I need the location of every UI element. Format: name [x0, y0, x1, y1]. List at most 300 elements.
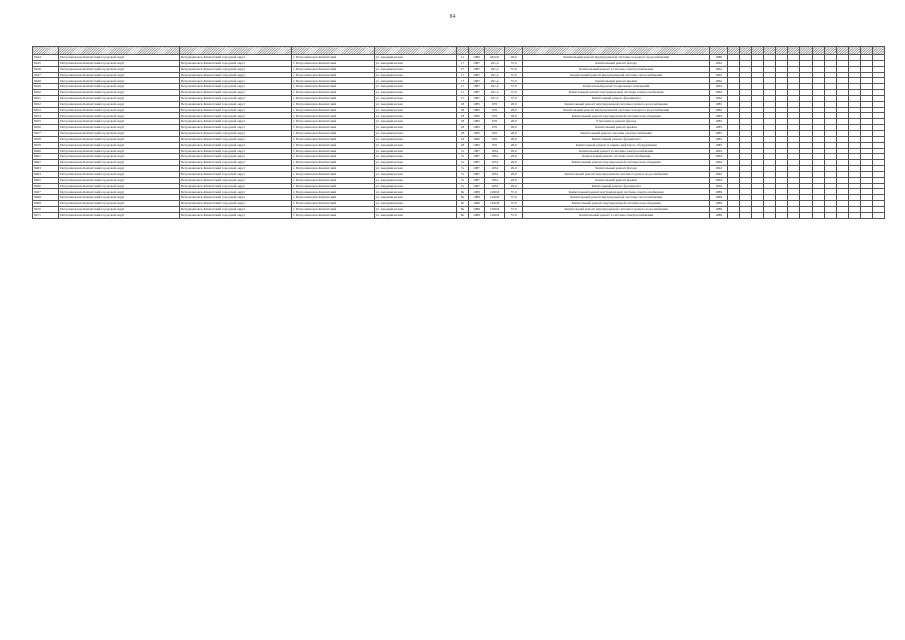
cell-id: 8466 [33, 183, 59, 189]
cell-s: 1260,8 [485, 206, 505, 212]
cell-d: ул. Академическая [374, 66, 456, 72]
cell-a: Петропавловск-Камчатский городской округ [59, 177, 180, 183]
cell-c: г. Петропавловск-Камчатский [292, 113, 374, 119]
cell-y: 1987 [468, 177, 484, 183]
cell-c: г. Петропавловск-Камчатский [292, 136, 374, 142]
cell-v: 29,0 [505, 154, 523, 160]
cell-d: ул. Академическая [374, 183, 456, 189]
cell-y: 1985 [468, 101, 484, 107]
cell-d: ул. Академическая [374, 95, 456, 101]
cell-y: 1985 [468, 130, 484, 136]
cell-h: 18 [456, 101, 468, 107]
cell-d: ул. Академическая [374, 189, 456, 195]
cell-h: 18 [456, 107, 468, 113]
cell-a: Петропавловск-Камчатский городской округ [59, 171, 180, 177]
cell-p: 1962 [710, 72, 728, 78]
cell-w: Капитальный ремонт подвальных помещений [523, 84, 710, 90]
cell-v: 28,0 [505, 125, 523, 131]
cell-b: Петропавловск-Камчатский городской округ [179, 90, 292, 96]
cell-w: Капитальный ремонт фундамента [523, 136, 710, 142]
cell-w: Капитальный ремонт в системы электроснабжения [523, 148, 710, 154]
cell-w: Капитальный ремонт внутридомовой системы водоотведения [523, 201, 710, 207]
header-cell [872, 47, 884, 55]
cell-a: Петропавловск-Камчатский городской округ [59, 166, 180, 172]
cell-c: г. Петропавловск-Камчатский [292, 154, 374, 160]
cell-a: Петропавловск-Камчатский городской округ [59, 84, 180, 90]
cell-p: 1985 [710, 101, 728, 107]
cell-d: ул. Академическая [374, 142, 456, 148]
cell-a: Петропавловск-Камчатский городской округ [59, 148, 180, 154]
mark-cell [764, 212, 776, 218]
header-cell [468, 47, 484, 55]
cell-b: Петропавловск-Камчатский городской округ [179, 101, 292, 107]
header-cell [456, 47, 468, 55]
cell-w: Капитальный ремонт внутридомовой системы электроснабжения [523, 189, 710, 195]
cell-p: 1962 [710, 95, 728, 101]
cell-p: 1962 [710, 78, 728, 84]
cell-id: 8446 [33, 66, 59, 72]
cell-h: 7а [456, 160, 468, 166]
header-cell [764, 47, 776, 55]
cell-v: 37,0 [505, 195, 523, 201]
cell-b: Петропавловск-Камчатский городской округ [179, 72, 292, 78]
cell-d: ул. Академическая [374, 107, 456, 113]
cell-p: 1992 [710, 154, 728, 160]
cell-a: Петропавловск-Камчатский городской округ [59, 201, 180, 207]
cell-y: 1987 [468, 166, 484, 172]
cell-d: ул. Академическая [374, 113, 456, 119]
cell-id: 8471 [33, 212, 59, 218]
cell-c: г. Петропавловск-Камчатский [292, 84, 374, 90]
cell-b: Петропавловск-Камчатский городской округ [179, 113, 292, 119]
mark-cell [848, 212, 860, 218]
cell-b: Петропавловск-Камчатский городской округ [179, 55, 292, 61]
cell-b: Петропавловск-Камчатский городской округ [179, 154, 292, 160]
cell-p: 1992 [710, 166, 728, 172]
cell-d: ул. Академическая [374, 136, 456, 142]
cell-v: 29,0 [505, 183, 523, 189]
header-cell [848, 47, 860, 55]
cell-y: 1987 [468, 78, 484, 84]
cell-d: ул. Академическая [374, 201, 456, 207]
cell-b: Петропавловск-Камчатский городской округ [179, 206, 292, 212]
cell-p: 1985 [710, 142, 728, 148]
cell-h: 18 [456, 113, 468, 119]
cell-w: Капитальный ремонт внутридомовой системы водоотведения [523, 113, 710, 119]
cell-d: ул. Академическая [374, 177, 456, 183]
cell-s: 670 [485, 107, 505, 113]
cell-c: г. Петропавловск-Камчатский [292, 212, 374, 218]
cell-y: 1989 [468, 201, 484, 207]
cell-y: 1987 [468, 72, 484, 78]
register-table [32, 46, 885, 219]
cell-id: 8445 [33, 60, 59, 66]
cell-v: 37,0 [505, 189, 523, 195]
cell-v: 28,0 [505, 101, 523, 107]
cell-d: ул. Академическая [374, 171, 456, 177]
cell-b: Петропавловск-Камчатский городской округ [179, 66, 292, 72]
cell-w: Утепление и ремонт фасада [523, 119, 710, 125]
cell-d: ул. Академическая [374, 101, 456, 107]
cell-w: Капитальный ремонт в системы электроснабжения [523, 212, 710, 218]
cell-v: 29,0 [505, 171, 523, 177]
cell-h: 11 [456, 55, 468, 61]
header-cell [33, 47, 59, 55]
cell-b: Петропавловск-Камчатский городской округ [179, 142, 292, 148]
cell-s: 291,4 [485, 95, 505, 101]
cell-w: Капитальный ремонт внутридомовой системы горячего водоснабжения [523, 171, 710, 177]
cell-y: 1985 [468, 119, 484, 125]
cell-p: 1962 [710, 90, 728, 96]
cell-s: 291,4 [485, 66, 505, 72]
cell-v: 28,0 [505, 107, 523, 113]
cell-id: 8450 [33, 90, 59, 96]
cell-d: ул. Академическая [374, 160, 456, 166]
cell-id: 8452 [33, 101, 59, 107]
cell-p: 1985 [710, 113, 728, 119]
cell-c: г. Петропавловск-Камчатский [292, 78, 374, 84]
header-cell [836, 47, 848, 55]
cell-h: 7а [456, 148, 468, 154]
mark-cell [740, 212, 752, 218]
cell-b: Петропавловск-Камчатский городской округ [179, 195, 292, 201]
cell-y: 1980 [468, 55, 484, 61]
cell-h: 8а [456, 201, 468, 207]
cell-p: 1985 [710, 136, 728, 142]
cell-y: 1985 [468, 136, 484, 142]
cell-h: 7а [456, 183, 468, 189]
cell-h: 17 [456, 66, 468, 72]
cell-a: Петропавловск-Камчатский городской округ [59, 189, 180, 195]
cell-w: Капитальный ремонт крыши [523, 78, 710, 84]
cell-v: 37,0 [505, 90, 523, 96]
cell-d: ул. Академическая [374, 166, 456, 172]
cell-a: Петропавловск-Камчатский городской округ [59, 130, 180, 136]
cell-c: г. Петропавловск-Камчатский [292, 55, 374, 61]
cell-w: Капитальный ремонт внутридомовой системы холодного водоснабжения [523, 107, 710, 113]
cell-y: 1989 [468, 212, 484, 218]
register-sheet [32, 46, 885, 219]
cell-w: Капитальный ремонт и замена лифтового оборудования [523, 142, 710, 148]
cell-s: 1260,8 [485, 189, 505, 195]
table-header-row [33, 47, 885, 55]
cell-b: Петропавловск-Камчатский городской округ [179, 189, 292, 195]
cell-d: ул. Академическая [374, 130, 456, 136]
header-cell [485, 47, 505, 55]
cell-id: 8461 [33, 154, 59, 160]
cell-p: 1985 [710, 125, 728, 131]
cell-id: 8460 [33, 148, 59, 154]
cell-w: Капитальный ремонт фасада [523, 60, 710, 66]
cell-v: 28,0 [505, 130, 523, 136]
header-cell [812, 47, 824, 55]
mark-cell [872, 212, 884, 218]
cell-id: 8447 [33, 72, 59, 78]
cell-a: Петропавловск-Камчатский городской округ [59, 101, 180, 107]
cell-id: 8459 [33, 142, 59, 148]
cell-s: 1054 [485, 166, 505, 172]
cell-d: ул. Академическая [374, 78, 456, 84]
cell-s: 1260,8 [485, 195, 505, 201]
header-cell [728, 47, 740, 55]
cell-c: г. Петропавловск-Камчатский [292, 183, 374, 189]
cell-h: 18 [456, 125, 468, 131]
mark-cell [776, 212, 788, 218]
cell-h: 17 [456, 78, 468, 84]
cell-y: 1987 [468, 171, 484, 177]
mark-cell [800, 212, 812, 218]
cell-s: 1260,8 [485, 212, 505, 218]
cell-s: 291,4 [485, 78, 505, 84]
cell-d: ул. Академическая [374, 90, 456, 96]
cell-s: 291,4 [485, 72, 505, 78]
cell-s: 670 [485, 113, 505, 119]
cell-c: г. Петропавловск-Камчатский [292, 148, 374, 154]
cell-y: 1989 [468, 195, 484, 201]
cell-v: 37,0 [505, 72, 523, 78]
cell-w: Капитальный ремонт внутридомовой системы горячего водоснабжения [523, 101, 710, 107]
cell-h: 8а [456, 206, 468, 212]
cell-b: Петропавловск-Камчатский городской округ [179, 171, 292, 177]
cell-w: Капитальный ремонт в системы электроснабжения [523, 66, 710, 72]
cell-p: 1989 [710, 201, 728, 207]
cell-a: Петропавловск-Камчатский городской округ [59, 107, 180, 113]
cell-c: г. Петропавловск-Камчатский [292, 142, 374, 148]
cell-id: 8458 [33, 136, 59, 142]
cell-c: г. Петропавловск-Камчатский [292, 201, 374, 207]
cell-a: Петропавловск-Камчатский городской округ [59, 60, 180, 66]
cell-p: 1985 [710, 107, 728, 113]
cell-b: Петропавловск-Камчатский городской округ [179, 136, 292, 142]
cell-y: 1985 [468, 113, 484, 119]
header-cell [523, 47, 710, 55]
cell-v: 29,0 [505, 166, 523, 172]
cell-a: Петропавловск-Камчатский городской округ [59, 90, 180, 96]
cell-c: г. Петропавловск-Камчатский [292, 177, 374, 183]
cell-b: Петропавловск-Камчатский городской округ [179, 95, 292, 101]
cell-d: ул. Академическая [374, 55, 456, 61]
cell-b: Петропавловск-Камчатский городской округ [179, 60, 292, 66]
cell-v: 37,0 [505, 95, 523, 101]
cell-d: ул. Академическая [374, 84, 456, 90]
table-body [33, 55, 885, 219]
cell-s: 670 [485, 101, 505, 107]
cell-p: 1985 [710, 119, 728, 125]
cell-y: 1987 [468, 84, 484, 90]
cell-c: г. Петропавловск-Камчатский [292, 125, 374, 131]
cell-h: 18 [456, 142, 468, 148]
cell-id: 8467 [33, 189, 59, 195]
cell-h: 18 [456, 130, 468, 136]
cell-b: Петропавловск-Камчатский городской округ [179, 125, 292, 131]
cell-v: 29,0 [505, 160, 523, 166]
cell-y: 1985 [468, 142, 484, 148]
header-cell [292, 47, 374, 55]
mark-cell [728, 212, 740, 218]
cell-p: 1989 [710, 212, 728, 218]
cell-p: 1962 [710, 66, 728, 72]
cell-s: 670 [485, 136, 505, 142]
cell-a: Петропавловск-Камчатский городской округ [59, 125, 180, 131]
cell-s: 670 [485, 130, 505, 136]
cell-c: г. Петропавловск-Камчатский [292, 119, 374, 125]
cell-id: 8462 [33, 160, 59, 166]
cell-id: 8455 [33, 119, 59, 125]
cell-id: 8444 [33, 55, 59, 61]
cell-s: 1260,8 [485, 201, 505, 207]
cell-p: 1992 [710, 183, 728, 189]
header-cell [740, 47, 752, 55]
page-number: 84 [449, 14, 456, 20]
cell-h: 17 [456, 60, 468, 66]
table-row [33, 212, 885, 218]
cell-s: 1054 [485, 160, 505, 166]
cell-a: Петропавловск-Камчатский городской округ [59, 95, 180, 101]
cell-id: 8451 [33, 95, 59, 101]
cell-p: 1992 [710, 177, 728, 183]
cell-h: 17 [456, 95, 468, 101]
cell-p: 1989 [710, 189, 728, 195]
cell-c: г. Петропавловск-Камчатский [292, 189, 374, 195]
mark-cell [824, 212, 836, 218]
cell-p: 1989 [710, 206, 728, 212]
cell-y: 1987 [468, 183, 484, 189]
cell-h: 7а [456, 166, 468, 172]
cell-d: ул. Академическая [374, 72, 456, 78]
header-cell [788, 47, 800, 55]
cell-a: Петропавловск-Камчатский городской округ [59, 212, 180, 218]
cell-s: 1054 [485, 154, 505, 160]
cell-id: 8469 [33, 201, 59, 207]
cell-a: Петропавловск-Камчатский городской округ [59, 183, 180, 189]
cell-b: Петропавловск-Камчатский городской округ [179, 119, 292, 125]
cell-c: г. Петропавловск-Камчатский [292, 95, 374, 101]
cell-h: 17 [456, 72, 468, 78]
cell-p: 1962 [710, 84, 728, 90]
cell-w: Капитальный ремонт системы теплоснабжения [523, 154, 710, 160]
cell-c: г. Петропавловск-Камчатский [292, 60, 374, 66]
cell-y: 1987 [468, 148, 484, 154]
cell-h: 17 [456, 84, 468, 90]
mark-cell [836, 212, 848, 218]
cell-id: 8448 [33, 78, 59, 84]
cell-s: 1054 [485, 183, 505, 189]
cell-c: г. Петропавловск-Камчатский [292, 130, 374, 136]
cell-d: ул. Академическая [374, 125, 456, 131]
cell-h: 18 [456, 136, 468, 142]
cell-id: 8449 [33, 84, 59, 90]
cell-w: Капитальный ремонт системы электроснабжения [523, 130, 710, 136]
cell-v: 28,0 [505, 136, 523, 142]
cell-s: 670 [485, 119, 505, 125]
cell-s: 1054 [485, 171, 505, 177]
cell-v: 29,0 [505, 148, 523, 154]
cell-a: Петропавловск-Камчатский городской округ [59, 113, 180, 119]
cell-s: 670 [485, 142, 505, 148]
cell-b: Петропавловск-Камчатский городской округ [179, 201, 292, 207]
cell-a: Петропавловск-Камчатский городской округ [59, 206, 180, 212]
cell-id: 8456 [33, 125, 59, 131]
cell-s: 291,4 [485, 60, 505, 66]
cell-p: 1962 [710, 60, 728, 66]
cell-s: 1054 [485, 177, 505, 183]
cell-a: Петропавловск-Камчатский городской округ [59, 119, 180, 125]
cell-c: г. Петропавловск-Камчатский [292, 90, 374, 96]
cell-h: 17 [456, 90, 468, 96]
header-cell [59, 47, 180, 55]
cell-s: 291,4 [485, 84, 505, 90]
cell-v: 37,0 [505, 201, 523, 207]
cell-w: Капитальный ремонт внутридомовой системы теплоснабжения [523, 72, 710, 78]
cell-id: 8470 [33, 206, 59, 212]
cell-w: Капитальный ремонт внутридомовой системы водоотведения [523, 160, 710, 166]
cell-b: Петропавловск-Камчатский городской округ [179, 183, 292, 189]
cell-h: 8а [456, 189, 468, 195]
mark-cell [752, 212, 764, 218]
cell-id: 8463 [33, 166, 59, 172]
cell-a: Петропавловск-Камчатский городской округ [59, 195, 180, 201]
cell-c: г. Петропавловск-Камчатский [292, 101, 374, 107]
cell-h: 7а [456, 177, 468, 183]
cell-a: Петропавловск-Камчатский городской округ [59, 72, 180, 78]
cell-h: 8а [456, 212, 468, 218]
cell-w: Капитальный ремонт фундамента [523, 183, 710, 189]
mark-cell [860, 212, 872, 218]
cell-v: 37,0 [505, 66, 523, 72]
cell-w: Капитальный ремонт фасада [523, 166, 710, 172]
cell-w: Капитальный ремонт крыши [523, 125, 710, 131]
cell-w: Капитальный ремонт внутридомовой системы холодного водоснабжения [523, 55, 710, 61]
cell-y: 1985 [468, 125, 484, 131]
cell-d: ул. Академическая [374, 206, 456, 212]
cell-s: 1054 [485, 148, 505, 154]
cell-y: 1985 [468, 107, 484, 113]
cell-p: 1980 [710, 55, 728, 61]
cell-b: Петропавловск-Камчатский городской округ [179, 130, 292, 136]
cell-p: 1992 [710, 160, 728, 166]
cell-v: 37,0 [505, 84, 523, 90]
cell-y: 1987 [468, 154, 484, 160]
cell-id: 8464 [33, 171, 59, 177]
header-cell [824, 47, 836, 55]
header-cell [800, 47, 812, 55]
cell-v: 28,0 [505, 113, 523, 119]
cell-w: Капитальный ремонт внутридомовой системы горячего водоснабжения [523, 206, 710, 212]
cell-c: г. Петропавловск-Камчатский [292, 72, 374, 78]
cell-b: Петропавловск-Камчатский городской округ [179, 177, 292, 183]
cell-h: 7а [456, 171, 468, 177]
cell-a: Петропавловск-Камчатский городской округ [59, 160, 180, 166]
header-cell [374, 47, 456, 55]
cell-id: 8465 [33, 177, 59, 183]
cell-c: г. Петропавловск-Камчатский [292, 66, 374, 72]
cell-h: 18 [456, 119, 468, 125]
cell-d: ул. Академическая [374, 119, 456, 125]
cell-s: 4452,0 [485, 55, 505, 61]
header-cell [179, 47, 292, 55]
cell-a: Петропавловск-Камчатский городской округ [59, 154, 180, 160]
cell-id: 8453 [33, 107, 59, 113]
cell-a: Петропавловск-Камчатский городской округ [59, 55, 180, 61]
cell-b: Петропавловск-Камчатский городской округ [179, 160, 292, 166]
cell-y: 1989 [468, 189, 484, 195]
mark-cell [788, 212, 800, 218]
cell-y: 1987 [468, 95, 484, 101]
cell-d: ул. Академическая [374, 60, 456, 66]
cell-p: 1992 [710, 148, 728, 154]
cell-y: 1987 [468, 90, 484, 96]
cell-b: Петропавловск-Камчатский городской округ [179, 166, 292, 172]
